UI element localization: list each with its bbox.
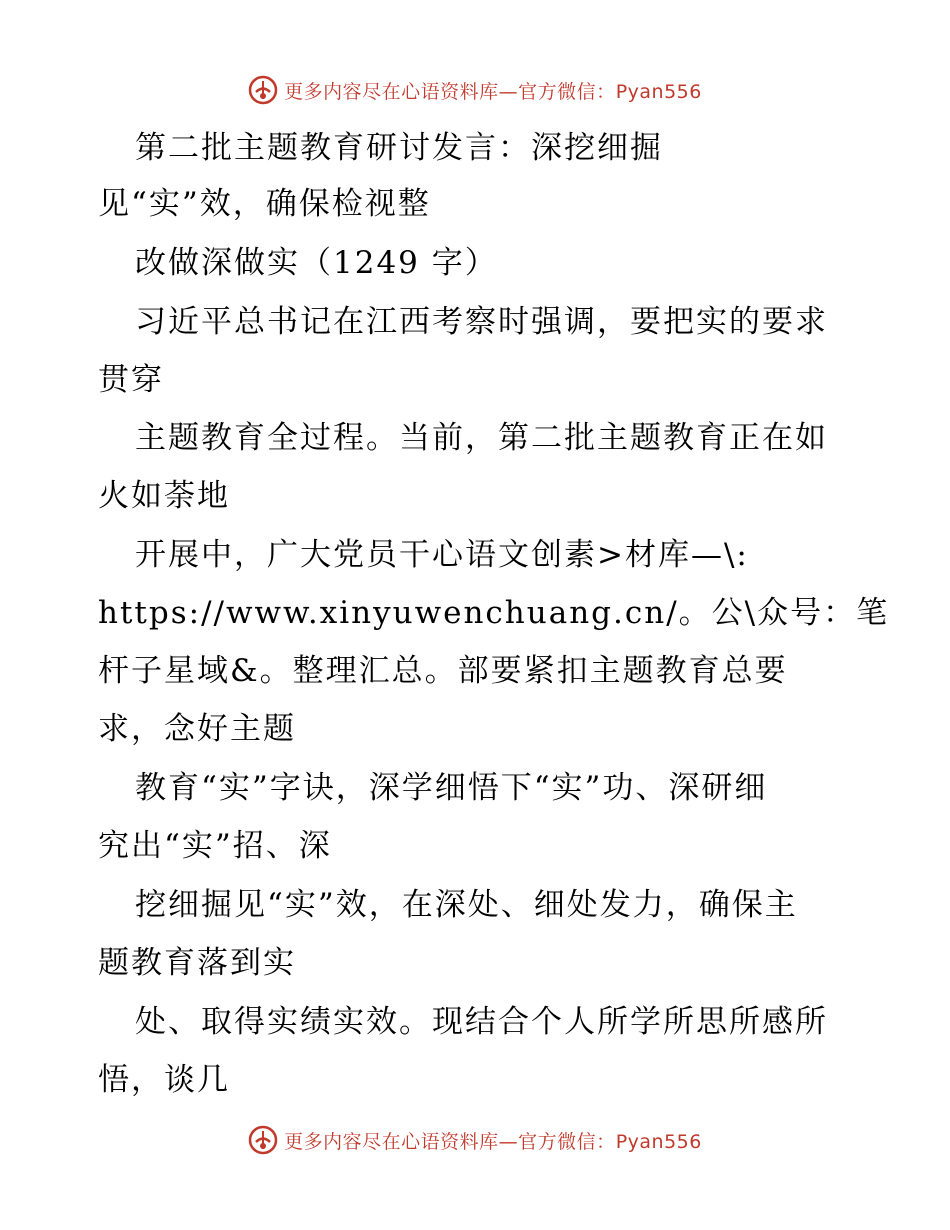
footer-banner-text [284, 1127, 702, 1154]
doc-title-line-1: 第二批主题教育研讨发言：深挖细掘 [135, 130, 663, 166]
footer-banner-inner [248, 1125, 702, 1155]
doc-paragraph-line: 挖细掘见“实”效，在深处、细处发力，确保主 [135, 887, 798, 923]
header-banner-inner [248, 75, 702, 105]
footer-banner [0, 1120, 950, 1160]
footer-banner-dash: — [498, 1130, 519, 1153]
doc-paragraph-line-url: https://www.xinyuwenchuang.cn/。公\众号：笔 [98, 595, 890, 631]
footer-wechat-id: Pyan556 [615, 1130, 702, 1153]
header-banner [0, 70, 950, 110]
doc-paragraph-line: 主题教育全过程。当前，第二批主题教育正在如 [135, 420, 828, 456]
doc-paragraph-line: 火如荼地 [98, 478, 230, 514]
header-banner-title: 更多内容尽在心语资料库 [284, 80, 499, 103]
doc-title-line-2: 见“实”效，确保检视整 [98, 186, 431, 222]
doc-paragraph-line: 处、取得实绩实效。现结合个人所学所思所感所 [135, 1004, 828, 1040]
book-logo-icon [248, 1125, 278, 1155]
doc-paragraph-line: 题教育落到实 [98, 945, 296, 981]
doc-paragraph-line: 教育“实”字诀，深学细悟下“实”功、深研细 [135, 770, 768, 806]
doc-paragraph-line: 杆子星域&。整理汇总。部要紧扣主题教育总要 [98, 653, 788, 689]
header-banner-text [284, 77, 702, 104]
doc-paragraph-line: 求，念好主题 [98, 711, 296, 747]
footer-wechat-label: 官方微信： [518, 1130, 616, 1153]
doc-title-line-3: 改做深做实（1249 字） [135, 245, 498, 281]
doc-paragraph-line: 习近平总书记在江西考察时强调，要把实的要求 [135, 304, 828, 340]
header-banner-dash: — [498, 80, 519, 103]
header-wechat-label: 官方微信： [518, 80, 616, 103]
doc-paragraph-line: 开展中，广大党员干心语文创素>材库—\: [135, 537, 749, 573]
doc-paragraph-line: 究出“实”招、深 [98, 828, 332, 864]
doc-paragraph-line: 悟，谈几 [98, 1062, 230, 1098]
doc-paragraph-line: 贯穿 [98, 362, 164, 398]
header-wechat-id: Pyan556 [615, 80, 702, 103]
book-logo-icon [248, 75, 278, 105]
footer-banner-title: 更多内容尽在心语资料库 [284, 1130, 499, 1153]
